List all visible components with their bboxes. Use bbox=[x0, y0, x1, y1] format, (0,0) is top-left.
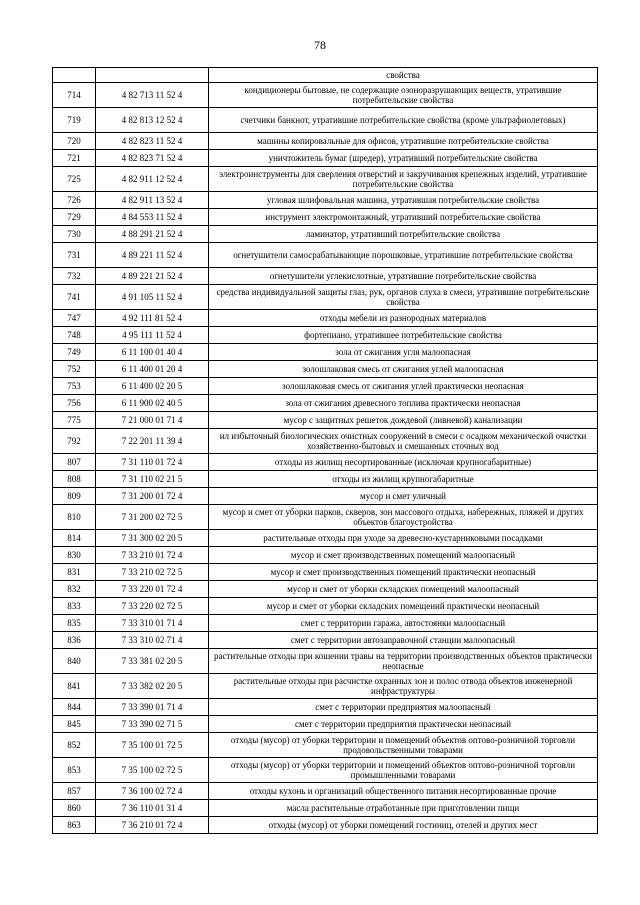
name-cell: ламинатор, утративший потребительские свойства bbox=[209, 226, 598, 243]
table-row bbox=[53, 615, 598, 632]
num-cell: 719 bbox=[53, 108, 96, 133]
name-cell: мусор и смет от уборки складских помещений практически неопасный bbox=[209, 598, 598, 615]
code-cell: 7 33 390 01 71 4 bbox=[96, 699, 209, 716]
name-cell: фортепиано, утратившее потребительские свойства bbox=[209, 327, 598, 344]
code-cell: 4 82 713 11 52 4 bbox=[96, 83, 209, 108]
num-cell: 748 bbox=[53, 327, 96, 344]
name-cell: смет с территории гаража, автостоянки малоопасный bbox=[209, 615, 598, 632]
table-row bbox=[53, 133, 598, 150]
table-row-continuation bbox=[53, 68, 598, 83]
code-cell: 7 36 110 01 31 4 bbox=[96, 800, 209, 817]
code-cell: 7 33 220 02 72 5 bbox=[96, 598, 209, 615]
num-cell: 731 bbox=[53, 243, 96, 268]
name-cell: кондиционеры бытовые, не содержащие озоноразрушающих веществ, утратившие потребительские свойства bbox=[209, 83, 598, 108]
name-cell: уничтожитель бумаг (шредер), утративший потребительские свойства bbox=[209, 150, 598, 167]
table-row bbox=[53, 285, 598, 310]
name-cell: мусор и смет производственных помещений малоопасный bbox=[209, 547, 598, 564]
num-cell: 833 bbox=[53, 598, 96, 615]
name-cell: угловая шлифовальная машина, утратившая потребительские свойства bbox=[209, 192, 598, 209]
table-row bbox=[53, 344, 598, 361]
code-cell: 4 89 221 11 52 4 bbox=[96, 243, 209, 268]
code-cell: 4 82 911 13 52 4 bbox=[96, 192, 209, 209]
num-cell: 853 bbox=[53, 758, 96, 783]
code-cell: 4 82 911 12 52 4 bbox=[96, 167, 209, 192]
table-row bbox=[53, 395, 598, 412]
code-cell: 7 35 100 01 72 5 bbox=[96, 733, 209, 758]
code-cell: 6 11 400 01 20 4 bbox=[96, 361, 209, 378]
num-cell: 730 bbox=[53, 226, 96, 243]
name-cell: растительные отходы при кошении травы на территории производственных объектов практически неопасные bbox=[209, 649, 598, 674]
table-row bbox=[53, 243, 598, 268]
num-cell: 753 bbox=[53, 378, 96, 395]
code-cell bbox=[96, 68, 209, 83]
code-cell: 6 11 900 02 40 5 bbox=[96, 395, 209, 412]
code-cell: 4 88 291 21 52 4 bbox=[96, 226, 209, 243]
code-cell: 7 33 382 02 20 5 bbox=[96, 674, 209, 699]
name-cell: огнетушители углекислотные, утратившие потребительские свойства bbox=[209, 268, 598, 285]
table-row bbox=[53, 733, 598, 758]
num-cell: 714 bbox=[53, 83, 96, 108]
num-cell: 775 bbox=[53, 412, 96, 429]
num-cell: 831 bbox=[53, 564, 96, 581]
name-cell: отходы из жилищ крупногабаритные bbox=[209, 471, 598, 488]
table-row bbox=[53, 758, 598, 783]
code-cell: 7 31 110 01 72 4 bbox=[96, 454, 209, 471]
code-cell: 7 35 100 02 72 5 bbox=[96, 758, 209, 783]
name-cell: мусор и смет от уборки складских помещений малоопасный bbox=[209, 581, 598, 598]
num-cell: 841 bbox=[53, 674, 96, 699]
num-cell: 852 bbox=[53, 733, 96, 758]
num-cell: 732 bbox=[53, 268, 96, 285]
num-cell: 860 bbox=[53, 800, 96, 817]
name-cell: растительные отходы при уходе за древесно-кустарниковыми посадками bbox=[209, 530, 598, 547]
table-row bbox=[53, 581, 598, 598]
code-cell: 7 33 310 02 71 4 bbox=[96, 632, 209, 649]
table-row bbox=[53, 429, 598, 454]
code-cell: 4 95 111 11 52 4 bbox=[96, 327, 209, 344]
code-cell: 7 31 200 01 72 4 bbox=[96, 488, 209, 505]
table-row bbox=[53, 699, 598, 716]
table-row bbox=[53, 150, 598, 167]
num-cell: 814 bbox=[53, 530, 96, 547]
num-cell: 749 bbox=[53, 344, 96, 361]
table-row bbox=[53, 488, 598, 505]
name-cell: отходы мебели из разнородных материалов bbox=[209, 310, 598, 327]
table-row bbox=[53, 108, 598, 133]
name-cell: зола от сжигания древесного топлива практически неопасная bbox=[209, 395, 598, 412]
name-cell: смет с территории предприятия практически неопасный bbox=[209, 716, 598, 733]
name-cell: золошлаковая смесь от сжигания углей практически неопасная bbox=[209, 378, 598, 395]
code-cell: 7 33 310 01 71 4 bbox=[96, 615, 209, 632]
table-row bbox=[53, 800, 598, 817]
num-cell: 840 bbox=[53, 649, 96, 674]
table-row bbox=[53, 378, 598, 395]
code-cell: 4 82 823 11 52 4 bbox=[96, 133, 209, 150]
waste-table-body bbox=[53, 68, 598, 834]
code-cell: 7 33 210 02 72 5 bbox=[96, 564, 209, 581]
num-cell: 844 bbox=[53, 699, 96, 716]
table-row bbox=[53, 564, 598, 581]
table-row bbox=[53, 83, 598, 108]
table-row bbox=[53, 632, 598, 649]
table-row bbox=[53, 412, 598, 429]
num-cell: 720 bbox=[53, 133, 96, 150]
table-row bbox=[53, 505, 598, 530]
num-cell: 832 bbox=[53, 581, 96, 598]
num-cell: 752 bbox=[53, 361, 96, 378]
code-cell: 4 82 823 71 52 4 bbox=[96, 150, 209, 167]
name-cell: зола от сжигания угля малоопасная bbox=[209, 344, 598, 361]
name-cell: мусор и смет производственных помещений практически неопасный bbox=[209, 564, 598, 581]
code-cell: 7 33 210 01 72 4 bbox=[96, 547, 209, 564]
table-row bbox=[53, 716, 598, 733]
code-cell: 7 31 110 02 21 5 bbox=[96, 471, 209, 488]
num-cell: 836 bbox=[53, 632, 96, 649]
code-cell: 4 89 221 21 52 4 bbox=[96, 268, 209, 285]
code-cell: 7 33 381 02 20 5 bbox=[96, 649, 209, 674]
code-cell: 7 21 000 01 71 4 bbox=[96, 412, 209, 429]
name-cell: счетчики банкнот, утратившие потребительские свойства (кроме ультрафиолетовых) bbox=[209, 108, 598, 133]
table-row bbox=[53, 192, 598, 209]
code-cell: 7 36 100 02 72 4 bbox=[96, 783, 209, 800]
code-cell: 7 31 200 02 72 5 bbox=[96, 505, 209, 530]
code-cell: 7 33 220 01 72 4 bbox=[96, 581, 209, 598]
name-cell: ил избыточный биологических очистных сооружений в смеси с осадком механической очистки хозяйственно-бытовых и смешанных сточных вод bbox=[209, 429, 598, 454]
code-cell: 7 33 390 02 71 5 bbox=[96, 716, 209, 733]
code-cell: 4 92 111 81 52 4 bbox=[96, 310, 209, 327]
name-cell: инструмент электромонтажный, утративший потребительские свойства bbox=[209, 209, 598, 226]
num-cell: 857 bbox=[53, 783, 96, 800]
name-cell: отходы (мусор) от уборки территории и помещений объектов оптово-розничной торговли продовольственными товарами bbox=[209, 733, 598, 758]
table-row bbox=[53, 598, 598, 615]
num-cell: 808 bbox=[53, 471, 96, 488]
name-cell: отходы кухонь и организаций общественного питания несортированные прочие bbox=[209, 783, 598, 800]
page-number: 78 bbox=[314, 38, 326, 52]
num-cell bbox=[53, 68, 96, 83]
table-row bbox=[53, 209, 598, 226]
num-cell: 863 bbox=[53, 817, 96, 834]
name-cell: мусор и смет от уборки парков, скверов, зон массового отдыха, набережных, пляжей и других объектов благоустройства bbox=[209, 505, 598, 530]
num-cell: 756 bbox=[53, 395, 96, 412]
table-row bbox=[53, 310, 598, 327]
name-cell: масла растительные отработанные при приготовлении пищи bbox=[209, 800, 598, 817]
num-cell: 810 bbox=[53, 505, 96, 530]
table-row bbox=[53, 268, 598, 285]
code-cell: 6 11 100 01 40 4 bbox=[96, 344, 209, 361]
num-cell: 725 bbox=[53, 167, 96, 192]
name-cell: электроинструменты для сверления отверстий и закручивания крепежных изделий, утратившие потребительские свойства bbox=[209, 167, 598, 192]
table-row bbox=[53, 783, 598, 800]
name-cell: свойства bbox=[209, 68, 598, 83]
name-cell: отходы из жилищ несортированные (исключая крупногабаритные) bbox=[209, 454, 598, 471]
num-cell: 807 bbox=[53, 454, 96, 471]
name-cell: отходы (мусор) от уборки территории и помещений объектов оптово-розничной торговли промышленными товарами bbox=[209, 758, 598, 783]
code-cell: 4 82 813 12 52 4 bbox=[96, 108, 209, 133]
table-row bbox=[53, 817, 598, 834]
name-cell: смет с территории автозаправочной станции малоопасный bbox=[209, 632, 598, 649]
num-cell: 741 bbox=[53, 285, 96, 310]
name-cell: огнетушители самосрабатывающие порошковые, утратившие потребительские свойства bbox=[209, 243, 598, 268]
table-row bbox=[53, 167, 598, 192]
num-cell: 726 bbox=[53, 192, 96, 209]
name-cell: машины копировальные для офисов, утратившие потребительские свойства bbox=[209, 133, 598, 150]
num-cell: 729 bbox=[53, 209, 96, 226]
num-cell: 747 bbox=[53, 310, 96, 327]
waste-table bbox=[52, 67, 598, 834]
name-cell: мусор и смет уличный bbox=[209, 488, 598, 505]
name-cell: мусор с защитных решеток дождевой (ливневой) канализации bbox=[209, 412, 598, 429]
table-row bbox=[53, 471, 598, 488]
code-cell: 4 84 553 11 52 4 bbox=[96, 209, 209, 226]
table-row bbox=[53, 530, 598, 547]
table-row bbox=[53, 361, 598, 378]
num-cell: 835 bbox=[53, 615, 96, 632]
table-row bbox=[53, 674, 598, 699]
table-row bbox=[53, 226, 598, 243]
name-cell: отходы (мусор) от уборки помещений гостиниц, отелей и других мест bbox=[209, 817, 598, 834]
num-cell: 792 bbox=[53, 429, 96, 454]
code-cell: 7 22 201 11 39 4 bbox=[96, 429, 209, 454]
code-cell: 6 11 400 02 20 5 bbox=[96, 378, 209, 395]
code-cell: 7 36 210 01 72 4 bbox=[96, 817, 209, 834]
name-cell: растительные отходы при расчистке охранных зон и полос отвода объектов инженерной инфраструктуры bbox=[209, 674, 598, 699]
table-row bbox=[53, 649, 598, 674]
name-cell: золошлаковая смесь от сжигания углей малоопасная bbox=[209, 361, 598, 378]
num-cell: 721 bbox=[53, 150, 96, 167]
num-cell: 830 bbox=[53, 547, 96, 564]
num-cell: 845 bbox=[53, 716, 96, 733]
table-row bbox=[53, 547, 598, 564]
name-cell: средства индивидуальной защиты глаз, рук, органов слуха в смеси, утратившие потребительские свойства bbox=[209, 285, 598, 310]
code-cell: 7 31 300 02 20 5 bbox=[96, 530, 209, 547]
table-row bbox=[53, 327, 598, 344]
name-cell: смет с территории предприятия малоопасный bbox=[209, 699, 598, 716]
num-cell: 809 bbox=[53, 488, 96, 505]
code-cell: 4 91 105 11 52 4 bbox=[96, 285, 209, 310]
table-row bbox=[53, 454, 598, 471]
